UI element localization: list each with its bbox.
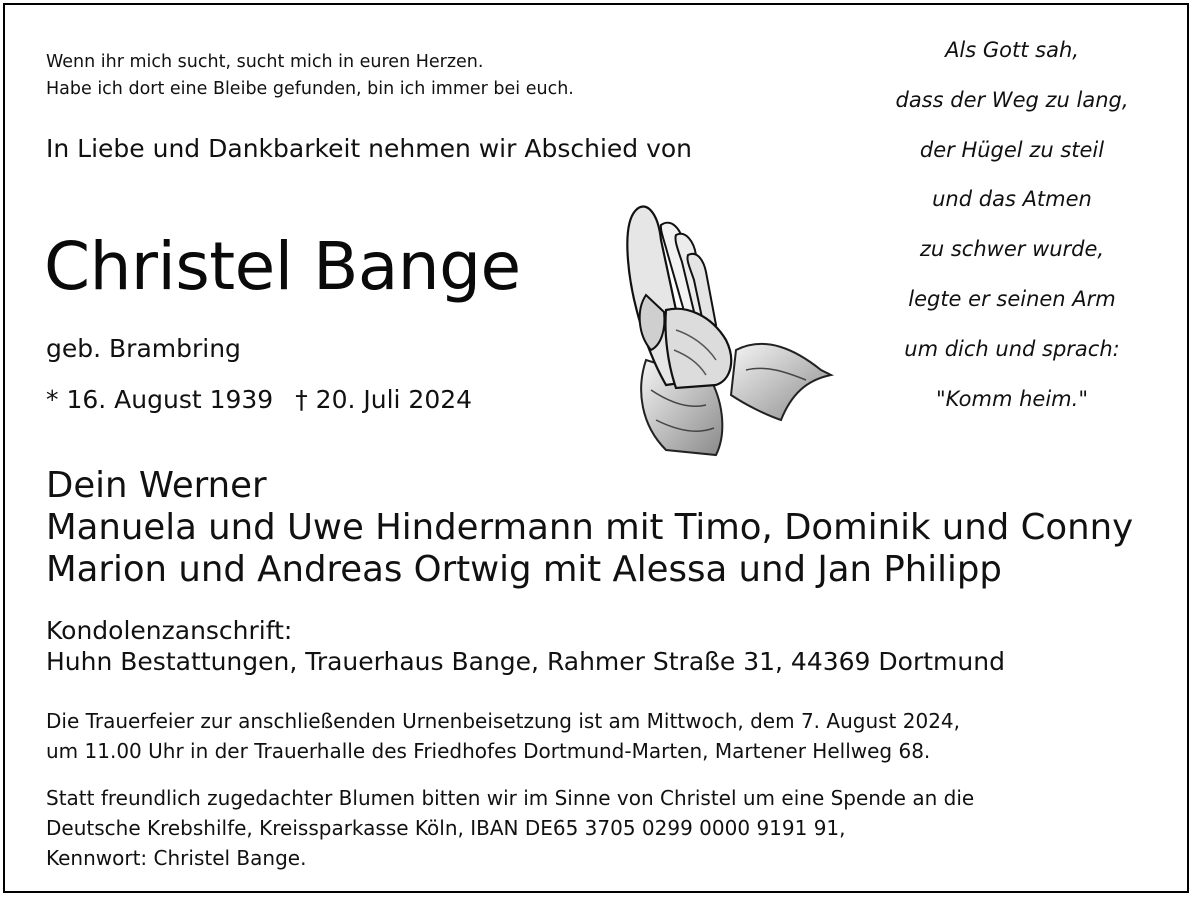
poem-line: der Hügel zu steil [919, 137, 1105, 162]
ceremony-line: Die Trauerfeier zur anschließenden Urnenbeisetzung ist am Mittwoch, dem 7. August 2024, [46, 709, 960, 733]
death-date: † 20. Juli 2024 [295, 385, 473, 414]
birth-name: geb. Brambring [46, 334, 241, 363]
poem-line: dass der Weg zu lang, [895, 87, 1129, 112]
condolence-address-text: Huhn Bestattungen, Trauerhaus Bange, Rahmer Straße 31, 44369 Dortmund [46, 647, 1005, 676]
motto-line: Habe ich dort eine Bleibe gefunden, bin ich immer bei euch. [46, 79, 574, 99]
donation-line: Kennwort: Christel Bange. [46, 846, 307, 870]
poem-line: um dich und sprach: [904, 336, 1120, 361]
motto [46, 49, 574, 103]
ceremony-info [46, 706, 960, 766]
condolence-address [46, 615, 1005, 677]
poem-line: und das Atmen [932, 187, 1092, 212]
praying-hands-icon [606, 200, 838, 460]
birth-date: * 16. August 1939 [46, 385, 274, 414]
donation-info [46, 783, 974, 873]
donation-line: Deutsche Krebshilfe, Kreissparkasse Köln, IBAN DE65 3705 0299 0000 9191 91, [46, 816, 846, 840]
poem-line: legte er seinen Arm [908, 286, 1116, 311]
poem-line: Als Gott sah, [945, 38, 1079, 62]
deceased-name: Christel Bange [44, 228, 521, 305]
poem-line: zu schwer wurde, [919, 237, 1105, 262]
motto-line: Wenn ihr mich sucht, sucht mich in euren Herzen. [46, 52, 484, 72]
mourners [46, 465, 1133, 591]
life-dates [46, 385, 472, 414]
mourner-line: Marion und Andreas Ortwig mit Alessa und Jan Philipp [46, 549, 1002, 590]
ceremony-line: um 11.00 Uhr in der Trauerhalle des Friedhofes Dortmund-Marten, Martener Hellweg 68. [46, 739, 931, 763]
condolence-label: Kondolenzanschrift: [46, 616, 293, 645]
poem-line: "Komm heim." [936, 386, 1088, 411]
intro-text: In Liebe und Dankbarkeit nehmen wir Abschied von [46, 134, 693, 163]
mourner-line: Manuela und Uwe Hindermann mit Timo, Dominik und Conny [46, 507, 1134, 548]
donation-line: Statt freundlich zugedachter Blumen bitten wir im Sinne von Christel um eine Spende an die [46, 786, 975, 810]
mourner-line: Dein Werner [46, 465, 267, 506]
poem [856, 30, 1168, 428]
